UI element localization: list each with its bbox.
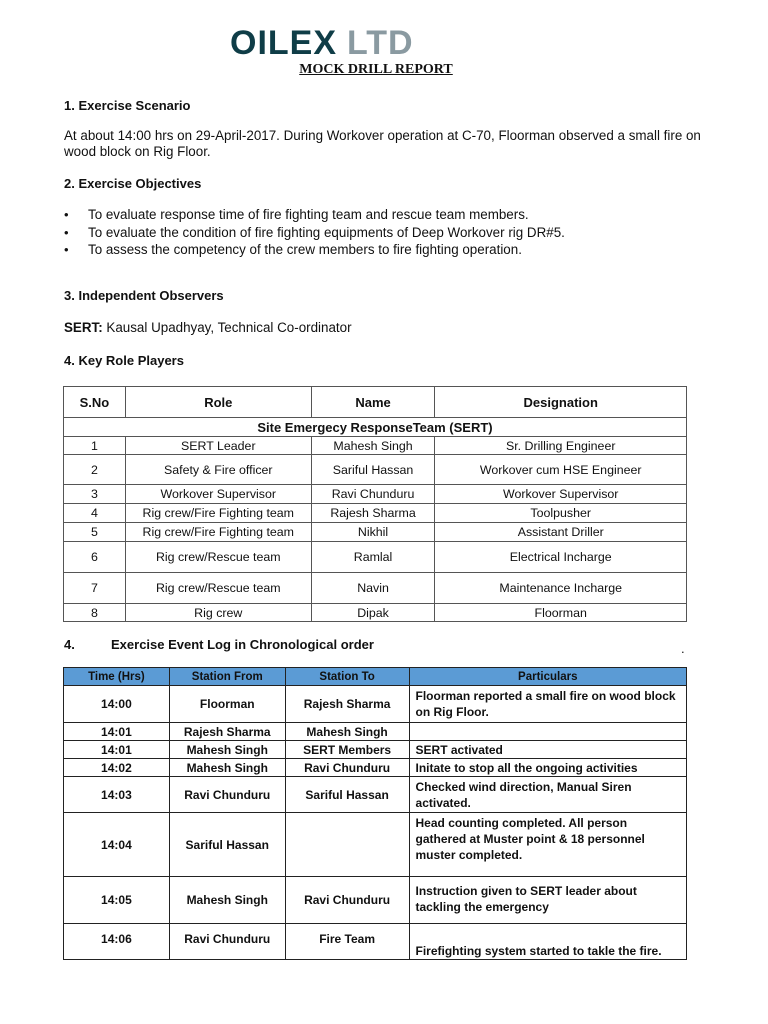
table-row bbox=[64, 504, 687, 523]
section-2-heading: 2. Exercise Objectives bbox=[64, 176, 202, 191]
table-row bbox=[64, 741, 687, 759]
column-header: Station From bbox=[169, 668, 285, 686]
column-header: Particulars bbox=[409, 668, 686, 686]
cell: Rajesh Sharma bbox=[285, 686, 409, 723]
column-header: Station To bbox=[285, 668, 409, 686]
column-header: Designation bbox=[435, 387, 687, 418]
cell: Sariful Hassan bbox=[285, 777, 409, 813]
table-row bbox=[64, 877, 687, 924]
table-row bbox=[64, 437, 687, 455]
cell: Ravi Chunduru bbox=[311, 485, 435, 504]
logo-sub-text: LTD bbox=[347, 24, 414, 62]
cell: Floorman bbox=[169, 686, 285, 723]
cell: Dipak bbox=[311, 604, 435, 622]
observer-label: SERT: bbox=[64, 320, 103, 335]
cell: Mahesh Singh bbox=[311, 437, 435, 455]
event-log-heading bbox=[64, 637, 374, 652]
cell: Head counting completed. All person gathered at Muster point & 18 personnel muster completed. bbox=[409, 813, 686, 877]
cell: Rig crew bbox=[125, 604, 311, 622]
objective-item: • To evaluate response time of fire fighting team and rescue team members. bbox=[64, 206, 565, 224]
cell: Sariful Hassan bbox=[169, 813, 285, 877]
table-row bbox=[64, 542, 687, 573]
company-logo bbox=[230, 26, 522, 60]
cell: 14:01 bbox=[64, 723, 170, 741]
cell: Floorman reported a small fire on wood block on Rig Floor. bbox=[409, 686, 686, 723]
table-row bbox=[64, 759, 687, 777]
cell: Workover Supervisor bbox=[435, 485, 687, 504]
cell: 4 bbox=[64, 504, 126, 523]
section-1-heading: 1. Exercise Scenario bbox=[64, 98, 191, 113]
cell: 14:03 bbox=[64, 777, 170, 813]
table-row bbox=[64, 686, 687, 723]
cell: 3 bbox=[64, 485, 126, 504]
table-row bbox=[64, 777, 687, 813]
cell: Safety & Fire officer bbox=[125, 455, 311, 485]
cell: 14:05 bbox=[64, 877, 170, 924]
cell: 14:00 bbox=[64, 686, 170, 723]
table-row bbox=[64, 604, 687, 622]
cell: 8 bbox=[64, 604, 126, 622]
objectives-list bbox=[64, 206, 565, 259]
cell: Rajesh Sharma bbox=[311, 504, 435, 523]
table-row bbox=[64, 924, 687, 960]
cell: Ravi Chunduru bbox=[285, 759, 409, 777]
cell: 14:04 bbox=[64, 813, 170, 877]
cell: Floorman bbox=[435, 604, 687, 622]
cell: Workover cum HSE Engineer bbox=[435, 455, 687, 485]
table-row bbox=[64, 813, 687, 877]
cell: Mahesh Singh bbox=[285, 723, 409, 741]
cell: Rajesh Sharma bbox=[169, 723, 285, 741]
table-row bbox=[64, 455, 687, 485]
objective-item: • To evaluate the condition of fire fighting equipments of Deep Workover rig DR#5. bbox=[64, 224, 565, 242]
cell: 14:02 bbox=[64, 759, 170, 777]
cell: Navin bbox=[311, 573, 435, 604]
cell: Rig crew/Fire Fighting team bbox=[125, 504, 311, 523]
cell: Ramlal bbox=[311, 542, 435, 573]
key-role-players-table bbox=[63, 386, 687, 622]
cell: Electrical Incharge bbox=[435, 542, 687, 573]
cell bbox=[409, 723, 686, 741]
cell: Checked wind direction, Manual Siren activated. bbox=[409, 777, 686, 813]
cell: Nikhil bbox=[311, 523, 435, 542]
section-1-text: At about 14:00 hrs on 29-April-2017. During Workover operation at C-70, Floorman observed a small fire on wood block on Rig Floor. bbox=[64, 128, 701, 159]
cell: 5 bbox=[64, 523, 126, 542]
cell: Rig crew/Rescue team bbox=[125, 573, 311, 604]
logo-main-text: OILEX bbox=[230, 24, 338, 62]
column-header: Time (Hrs) bbox=[64, 668, 170, 686]
observer-text: Kausal Upadhyay, Technical Co-ordinator bbox=[102, 320, 352, 335]
cell: Ravi Chunduru bbox=[169, 777, 285, 813]
cell: Sariful Hassan bbox=[311, 455, 435, 485]
cell: 7 bbox=[64, 573, 126, 604]
cell: Rig crew/Rescue team bbox=[125, 542, 311, 573]
cell: Instruction given to SERT leader about tackling the emergency bbox=[409, 877, 686, 924]
report-title: MOCK DRILL REPORT bbox=[299, 62, 453, 77]
cell: Assistant Driller bbox=[435, 523, 687, 542]
cell: SERT Leader bbox=[125, 437, 311, 455]
cell: SERT Members bbox=[285, 741, 409, 759]
column-header: S.No bbox=[64, 387, 126, 418]
cell: Firefighting system started to takle the fire. bbox=[409, 924, 686, 960]
cell: Fire Team bbox=[285, 924, 409, 960]
section-3-heading: 3. Independent Observers bbox=[64, 288, 224, 303]
table-row bbox=[64, 523, 687, 542]
cell bbox=[285, 813, 409, 877]
table-header-row bbox=[64, 387, 687, 418]
table-row bbox=[64, 573, 687, 604]
cell: Ravi Chunduru bbox=[169, 924, 285, 960]
cell: Initate to stop all the ongoing activities bbox=[409, 759, 686, 777]
cell: Mahesh Singh bbox=[169, 877, 285, 924]
cell: 6 bbox=[64, 542, 126, 573]
cell: 14:01 bbox=[64, 741, 170, 759]
column-header: Name bbox=[311, 387, 435, 418]
cell: 14:06 bbox=[64, 924, 170, 960]
table-header-row bbox=[64, 668, 687, 686]
event-log-title: Exercise Event Log in Chronological order bbox=[111, 637, 374, 652]
trailing-dot: . bbox=[681, 641, 685, 656]
cell: Ravi Chunduru bbox=[285, 877, 409, 924]
cell: Maintenance Incharge bbox=[435, 573, 687, 604]
cell: 1 bbox=[64, 437, 126, 455]
objective-item: • To assess the competency of the crew members to fire fighting operation. bbox=[64, 241, 565, 259]
section-4-heading: 4. Key Role Players bbox=[64, 353, 184, 368]
cell: Mahesh Singh bbox=[169, 759, 285, 777]
cell: Toolpusher bbox=[435, 504, 687, 523]
observer-line bbox=[64, 320, 714, 336]
cell: Sr. Drilling Engineer bbox=[435, 437, 687, 455]
column-header: Role bbox=[125, 387, 311, 418]
event-log-table bbox=[63, 667, 687, 960]
cell: Mahesh Singh bbox=[169, 741, 285, 759]
cell: Rig crew/Fire Fighting team bbox=[125, 523, 311, 542]
team-group-header: Site Emergecy ResponseTeam (SERT) bbox=[64, 418, 687, 437]
table-row bbox=[64, 723, 687, 741]
cell: Workover Supervisor bbox=[125, 485, 311, 504]
cell: 2 bbox=[64, 455, 126, 485]
cell: SERT activated bbox=[409, 741, 686, 759]
event-log-number: 4. bbox=[64, 637, 75, 652]
table-row bbox=[64, 485, 687, 504]
